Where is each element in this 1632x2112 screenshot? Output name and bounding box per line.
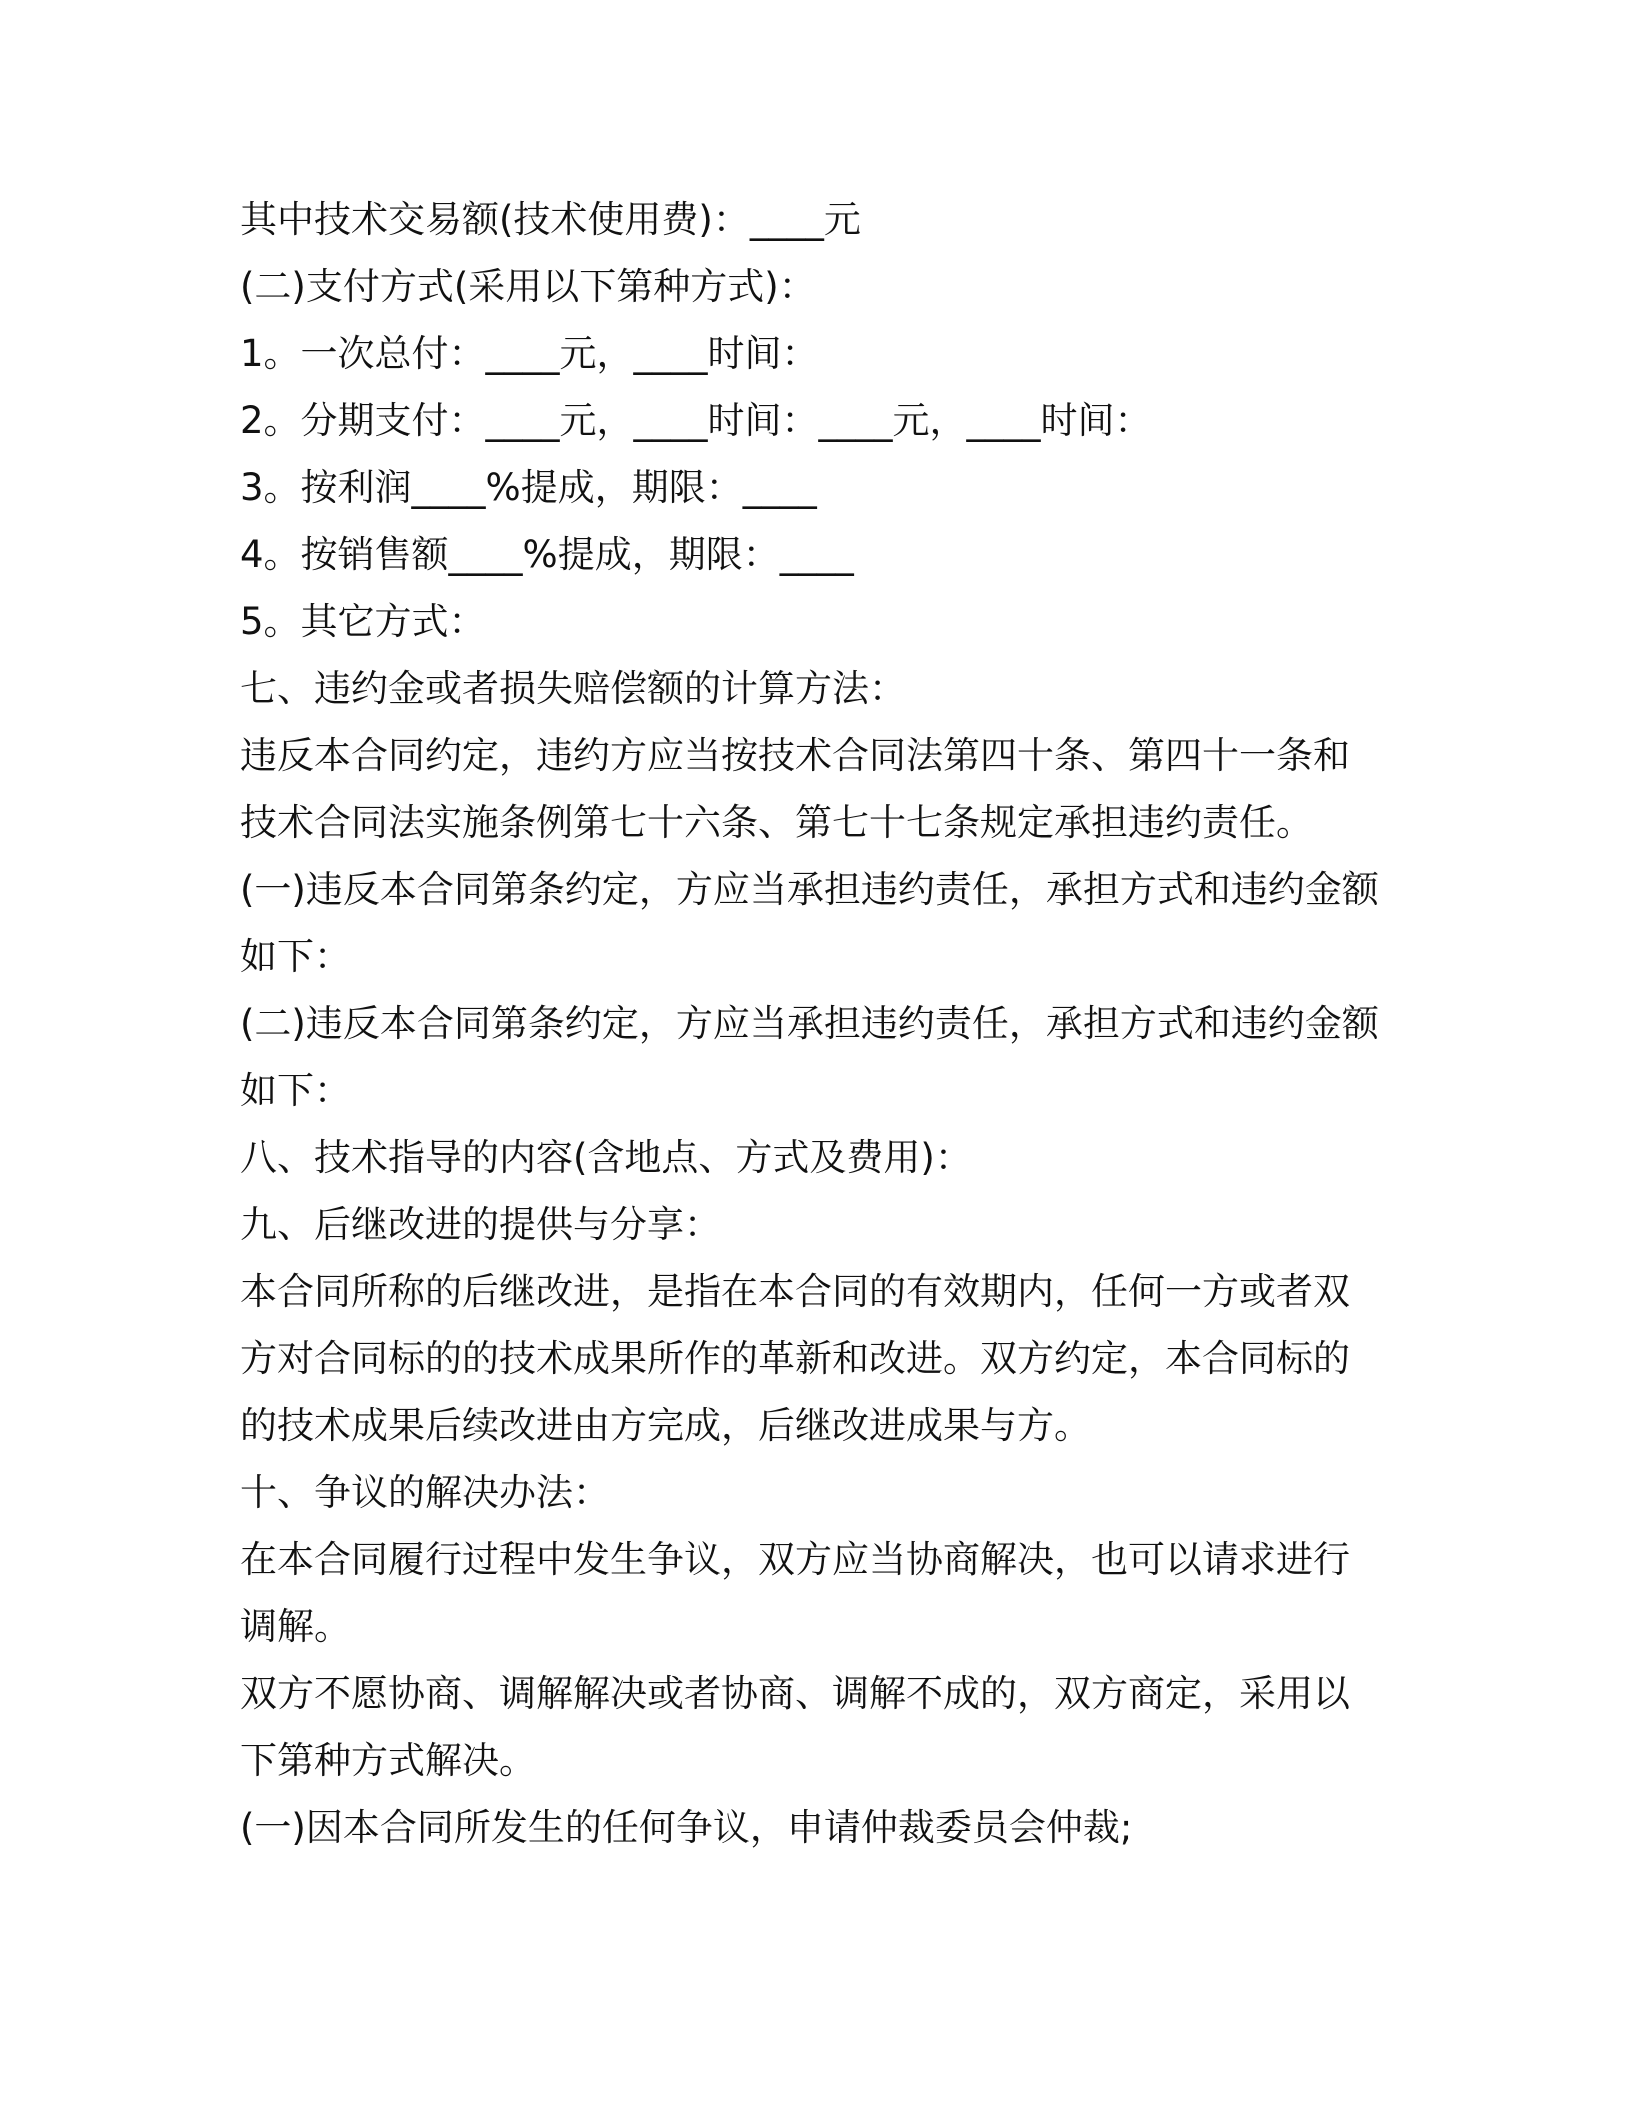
paragraph-line: 1。一次总付：____元，____时间：: [240, 332, 819, 375]
paragraph-line: 双方不愿协商、调解解决或者协商、调解不成的，双方商定，采用以: [240, 1672, 1350, 1715]
paragraph-line: 技术合同法实施条例第七十六条、第七十七条规定承担违约责任。: [240, 801, 1313, 844]
paragraph-line: 本合同所称的后继改进，是指在本合同的有效期内，任何一方或者双: [240, 1270, 1350, 1313]
section-heading: 九、后继改进的提供与分享：: [240, 1203, 721, 1246]
paragraph-line: (二)违反本合同第条约定，方应当承担违约责任，承担方式和违约金额: [240, 1002, 1379, 1045]
paragraph-line: 4。按销售额____%提成，期限：____: [240, 533, 854, 576]
section-heading: 八、技术指导的内容(含地点、方式及费用)：: [240, 1136, 972, 1179]
paragraph-line: 3。按利润____%提成，期限：____: [240, 466, 817, 509]
paragraph-line: 2。分期支付：____元，____时间：____元，____时间：: [240, 399, 1152, 442]
paragraph-line: 如下：: [240, 935, 351, 978]
paragraph-line: 其中技术交易额(技术使用费)：____元: [240, 198, 861, 241]
paragraph-line: 违反本合同约定，违约方应当按技术合同法第四十条、第四十一条和: [240, 734, 1350, 777]
paragraph-line: 调解。: [240, 1605, 351, 1648]
paragraph-line: 5。其它方式：: [240, 600, 486, 643]
paragraph-line: 的技术成果后续改进由方完成，后继改进成果与方。: [240, 1404, 1091, 1447]
paragraph-line: 在本合同履行过程中发生争议，双方应当协商解决，也可以请求进行: [240, 1538, 1350, 1581]
section-heading: 七、违约金或者损失赔偿额的计算方法：: [240, 667, 906, 710]
document-body: [240, 186, 1400, 1861]
paragraph-line: 方对合同标的的技术成果所作的革新和改进。双方约定，本合同标的: [240, 1337, 1350, 1380]
paragraph-line: 下第种方式解决。: [240, 1739, 536, 1782]
paragraph-line: (一)违反本合同第条约定，方应当承担违约责任，承担方式和违约金额: [240, 868, 1379, 911]
paragraph-line: 如下：: [240, 1069, 351, 1112]
paragraph-line: (一)因本合同所发生的任何争议，申请仲裁委员会仲裁;: [240, 1806, 1133, 1849]
paragraph-line: (二)支付方式(采用以下第种方式)：: [240, 265, 816, 308]
section-heading: 十、争议的解决办法：: [240, 1471, 610, 1514]
